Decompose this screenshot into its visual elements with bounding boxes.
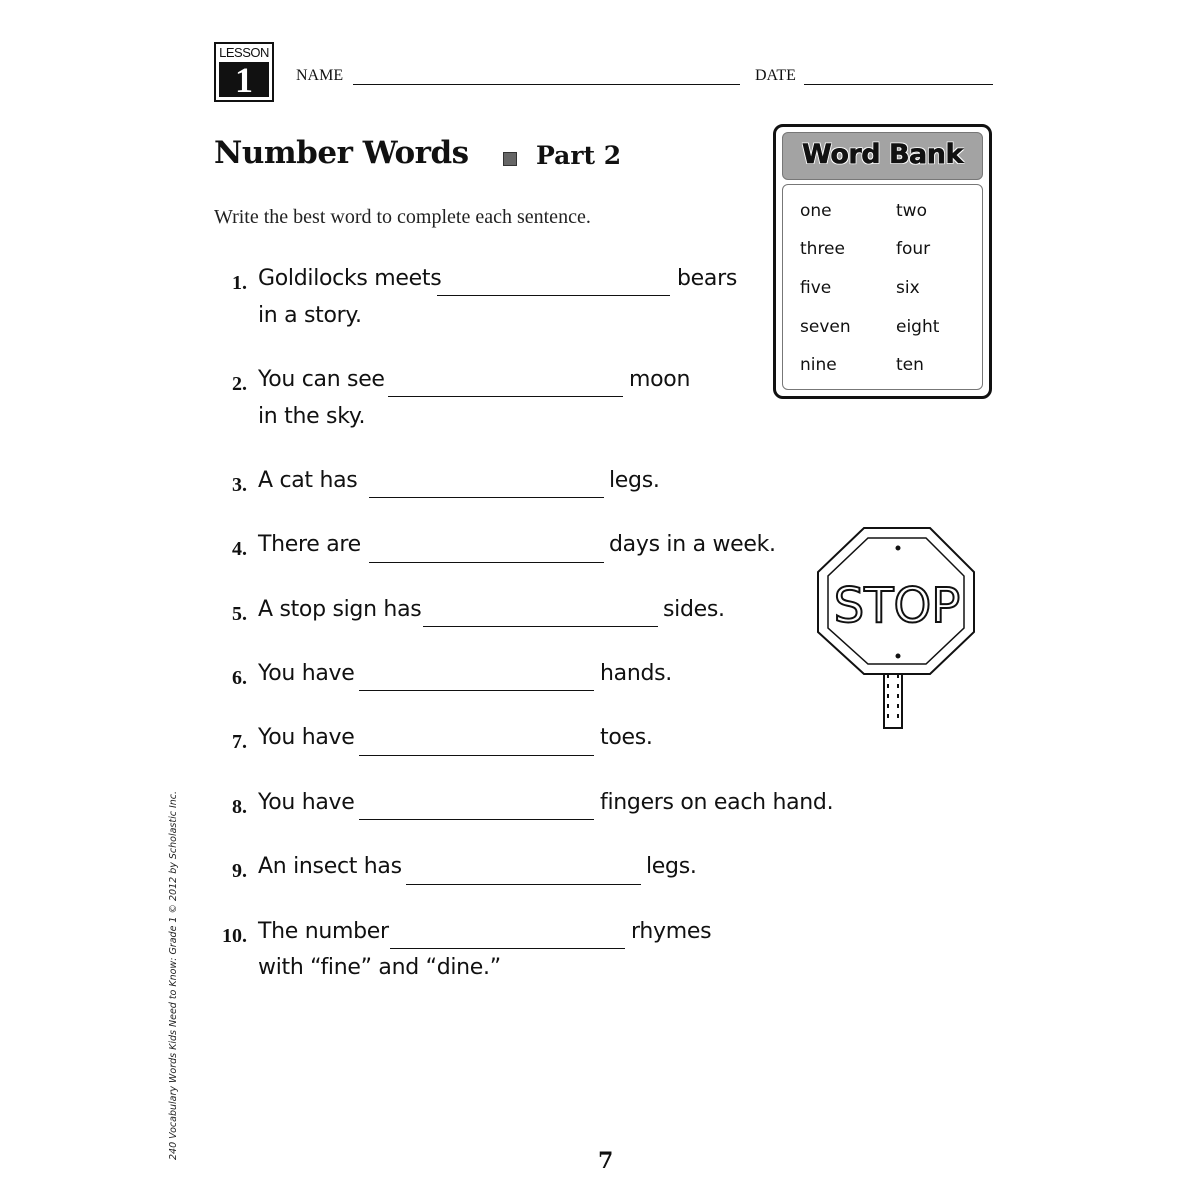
answer-blank-10[interactable] [390,948,625,949]
word-bank-item: ten [896,355,924,375]
question-text: with “fine” and “dine.” [258,955,501,980]
question-text: in the sky. [258,404,366,429]
question-text: A cat has [258,468,358,493]
question-text: You have [258,661,355,686]
name-field[interactable] [353,84,740,85]
copyright-credit: 240 Vocabulary Words Kids Need to Know: Grade 1 © 2012 by Scholastic Inc. [168,790,179,1160]
question-text: fingers on each hand. [600,790,834,815]
question-number: 7. [232,731,247,753]
question-number: 10. [222,925,247,947]
date-field[interactable] [804,84,993,85]
page-number: 7 [598,1148,614,1174]
word-bank-item: four [896,239,931,259]
lesson-number: 1 [219,62,269,97]
word-bank-title: Word Bank [802,139,963,170]
question-number: 9. [232,860,247,882]
question-text: You can see [258,367,385,392]
word-bank-item: five [800,278,832,298]
name-label: NAME [296,67,344,84]
answer-blank-6[interactable] [359,690,594,691]
instructions: Write the best word to complete each sentence. [214,206,591,228]
square-bullet-icon [503,152,517,166]
question-text: moon [629,367,691,392]
question-text: legs. [646,854,697,879]
answer-blank-5[interactable] [423,626,658,627]
question-text: Goldilocks meets [258,266,442,291]
stop-sign-illustration [812,524,982,734]
answer-blank-1[interactable] [437,295,670,296]
question-text: The number [258,919,389,944]
question-number: 3. [232,474,247,496]
question-text: legs. [609,468,660,493]
question-text: There are [258,532,361,557]
word-bank-item: three [800,239,845,259]
word-bank-item: two [896,201,927,221]
word-bank-header [782,132,983,180]
answer-blank-4[interactable] [369,562,604,563]
answer-blank-3[interactable] [369,497,604,498]
word-bank-item: eight [896,317,940,337]
answer-blank-9[interactable] [406,884,641,885]
word-bank-list [782,184,983,390]
question-text: An insect has [258,854,402,879]
word-bank [773,124,992,399]
word-bank-item: seven [800,317,851,337]
answer-blank-7[interactable] [359,755,594,756]
question-text: days in a week. [609,532,776,557]
question-number: 8. [232,796,247,818]
question-text: in a story. [258,303,362,328]
answer-blank-2[interactable] [388,396,623,397]
question-text: rhymes [631,919,712,944]
question-number: 5. [232,603,247,625]
stop-sign-text: STOP [833,578,961,634]
page-title: Number Words [214,135,469,171]
question-number: 6. [232,667,247,689]
question-number: 4. [232,538,247,560]
question-number: 1. [232,272,247,294]
question-text: bears [677,266,737,291]
question-text: hands. [600,661,672,686]
question-text: You have [258,790,355,815]
word-bank-item: six [896,278,920,298]
date-label: DATE [755,67,796,84]
question-text: A stop sign has [258,597,422,622]
question-number: 2. [232,373,247,395]
word-bank-item: one [800,201,832,221]
question-text: sides. [663,597,725,622]
question-text: toes. [600,725,653,750]
word-bank-item: nine [800,355,837,375]
question-text: You have [258,725,355,750]
page-subtitle: Part 2 [536,141,622,170]
answer-blank-8[interactable] [359,819,594,820]
lesson-badge [214,42,274,102]
lesson-label: LESSON [219,45,269,60]
